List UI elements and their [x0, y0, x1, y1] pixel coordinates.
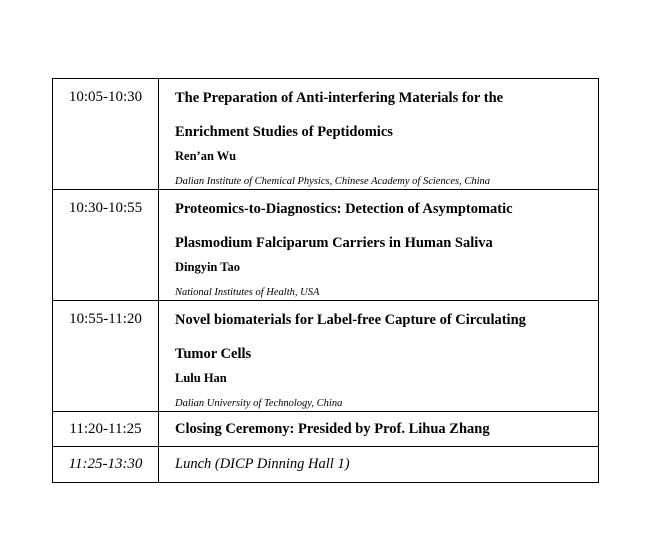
- session-row: [53, 79, 599, 190]
- session-time: 10:05-10:30: [53, 79, 159, 190]
- session-title-line-2: Tumor Cells: [175, 346, 252, 362]
- session-title-line-1: The Preparation of Anti-interfering Materials for the: [175, 90, 504, 106]
- session-title: [175, 192, 592, 260]
- session-title: [175, 81, 592, 149]
- session-details: [159, 79, 599, 190]
- lunch-label: Lunch (DICP Dinning Hall 1): [159, 447, 599, 483]
- session-affiliation: Dalian Institute of Chemical Physics, Chinese Academy of Sciences, China: [175, 176, 491, 187]
- closing-row: [53, 412, 599, 447]
- session-row: [53, 190, 599, 301]
- session-speaker: Dingyin Tao: [175, 260, 240, 274]
- session-affiliation: National Institutes of Health, USA: [175, 287, 320, 298]
- session-title-line-2: Plasmodium Falciparum Carriers in Human Saliva: [175, 235, 493, 251]
- closing-time: 11:20-11:25: [53, 412, 159, 447]
- session-affiliation: Dalian University of Technology, China: [175, 398, 343, 409]
- session-title-line-1: Proteomics-to-Diagnostics: Detection of Asymptomatic: [175, 201, 513, 217]
- session-time: 10:55-11:20: [53, 301, 159, 412]
- closing-label: Closing Ceremony: Presided by Prof. Lihua Zhang: [159, 412, 599, 447]
- lunch-row: [53, 447, 599, 483]
- session-speaker: Ren’an Wu: [175, 149, 237, 163]
- session-details: [159, 190, 599, 301]
- session-row: [53, 301, 599, 412]
- lunch-time: 11:25-13:30: [53, 447, 159, 483]
- session-details: [159, 301, 599, 412]
- session-title-line-2: Enrichment Studies of Peptidomics: [175, 124, 393, 140]
- session-title-line-1: Novel biomaterials for Label-free Capture of Circulating: [175, 312, 526, 328]
- session-speaker: Lulu Han: [175, 371, 227, 385]
- schedule-table: [52, 78, 599, 483]
- session-time: 10:30-10:55: [53, 190, 159, 301]
- session-title: [175, 303, 592, 371]
